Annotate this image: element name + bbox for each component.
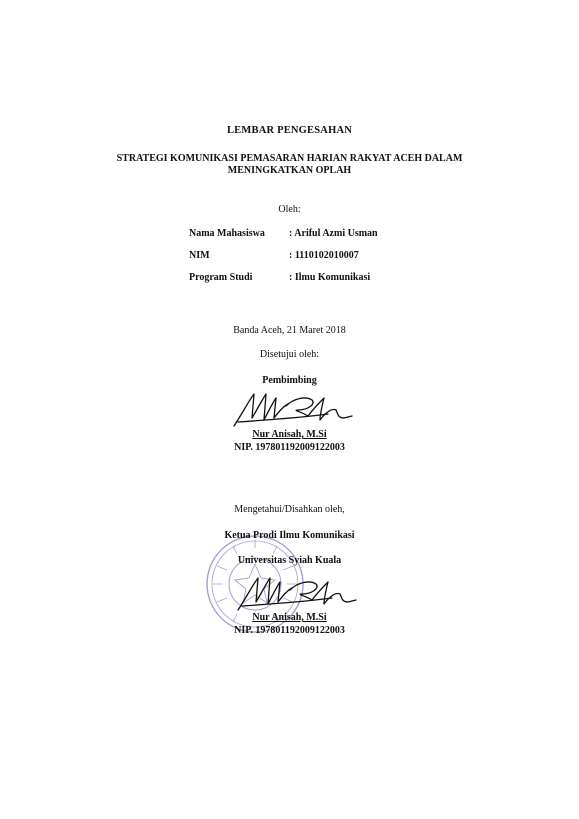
- student-info: [189, 228, 449, 294]
- advisor-role: Pembimbing: [262, 375, 317, 386]
- student-name-row: [189, 228, 449, 250]
- by-label: Oleh:: [278, 204, 301, 215]
- student-name-label: Nama Mahasiswa: [189, 228, 265, 239]
- approved-by-label: Disetujui oleh:: [259, 349, 320, 360]
- university-name: Universitas Syiah Kuala: [237, 555, 342, 566]
- student-program-label: Program Studi: [189, 272, 253, 283]
- known-by-label: Mengetahui/Disahkan oleh,: [234, 504, 345, 515]
- student-program-value: : Ilmu Komunikasi: [289, 272, 371, 283]
- thesis-title-line-1: STRATEGI KOMUNIKASI PEMASARAN HARIAN RAKYAT ACEH DALAM: [116, 153, 463, 164]
- head-of-program-role: Ketua Prodi Ilmu Komunikasi: [224, 530, 355, 541]
- page-title: LEMBAR PENGESAHAN: [226, 125, 353, 136]
- head-of-program-nip: NIP. 197801192009122003: [234, 625, 345, 636]
- signature-scribble-icon: [228, 388, 358, 430]
- student-nim-row: [189, 250, 449, 272]
- place-date: Banda Aceh, 21 Maret 2018: [233, 325, 346, 336]
- thesis-title-line-2: MENINGKATKAN OPLAH: [227, 165, 352, 176]
- student-program-row: [189, 272, 449, 294]
- head-of-program-name: Nur Anisah, M.Si: [252, 612, 327, 623]
- advisor-name: Nur Anisah, M.Si: [252, 429, 327, 440]
- student-name-value: : Ariful Azmi Usman: [289, 228, 378, 239]
- head-signature-scribble-icon: [232, 572, 362, 614]
- student-nim-value: : 1110102010007: [289, 250, 359, 261]
- advisor-nip: NIP. 197801192009122003: [234, 442, 345, 453]
- student-nim-label: NIM: [189, 250, 210, 261]
